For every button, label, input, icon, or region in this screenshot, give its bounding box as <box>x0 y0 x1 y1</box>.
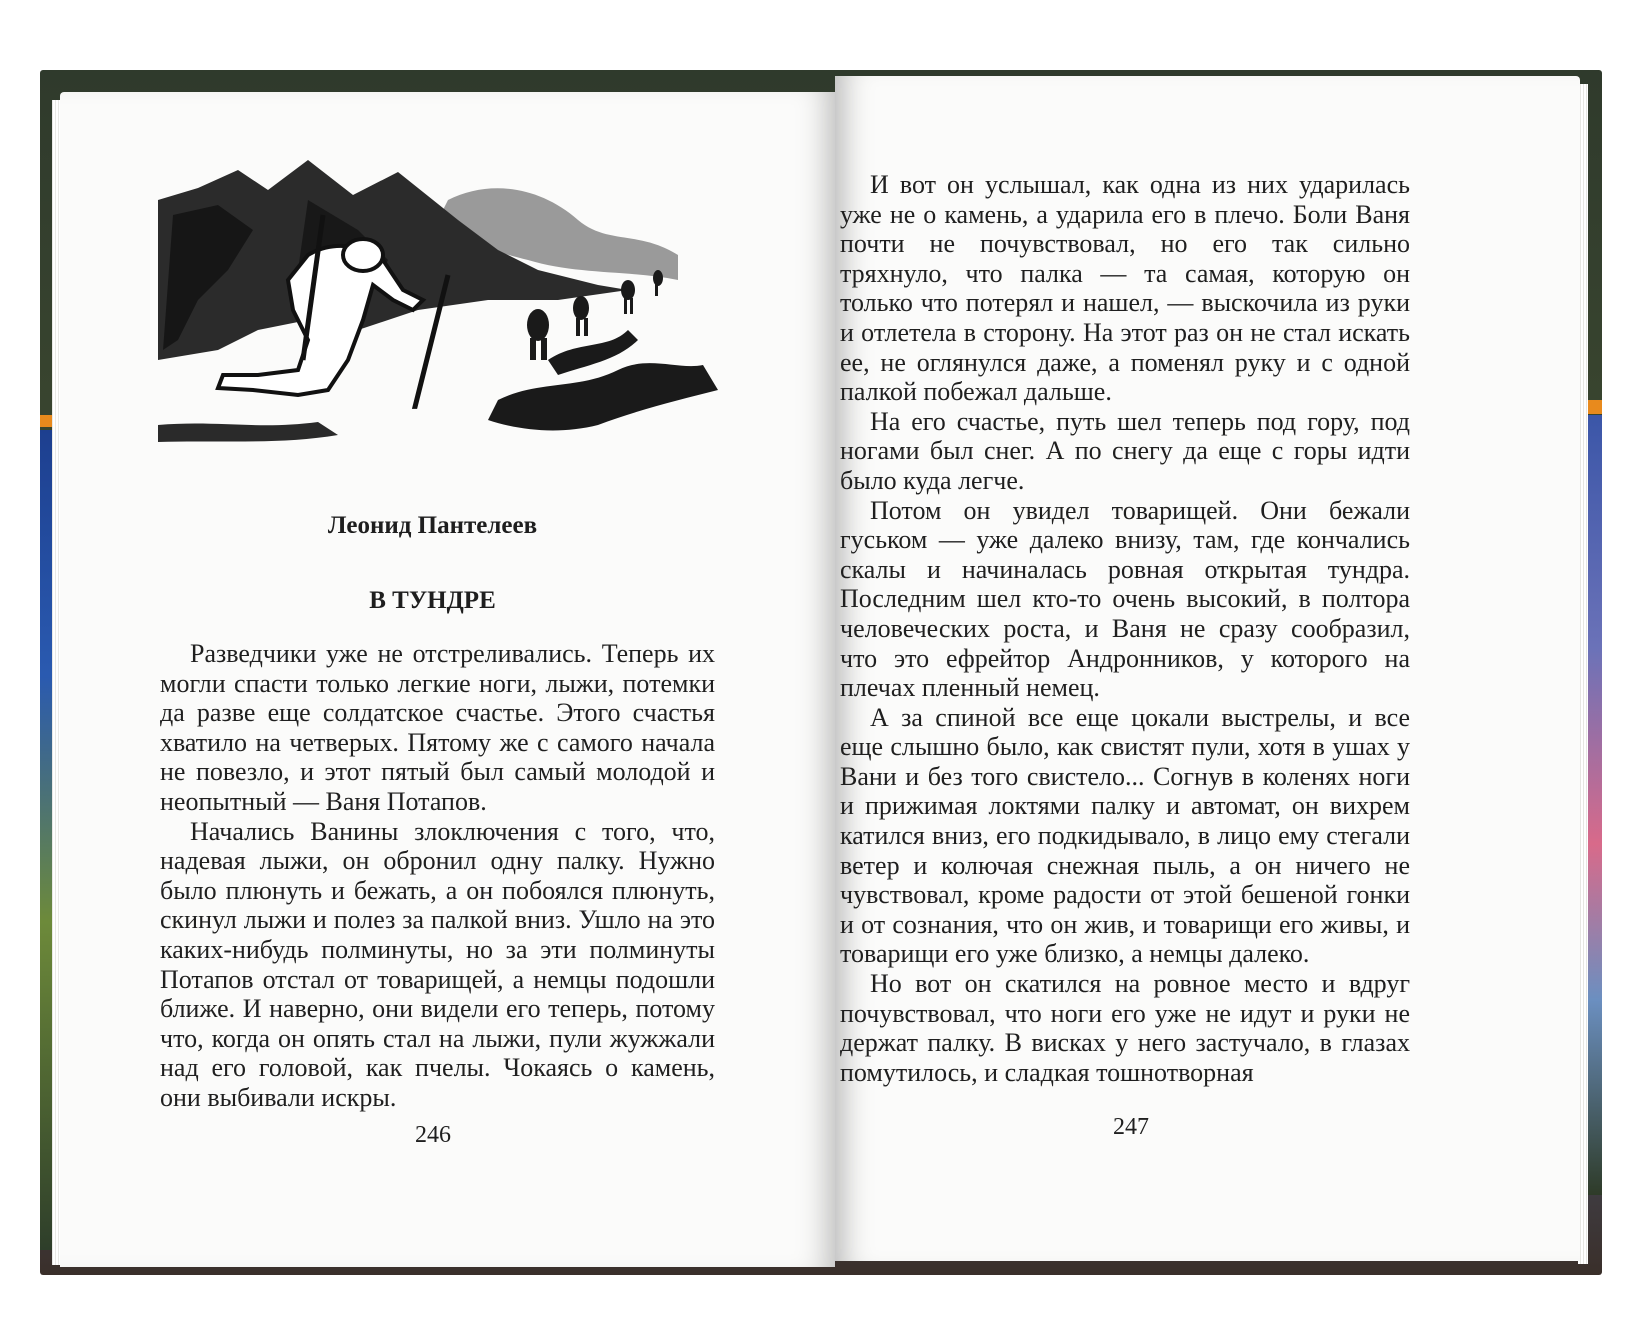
mountain-skier-illustration <box>158 160 723 465</box>
paragraph: Потом он увидел товарищей. Они бежали гуськом — уже далеко внизу, там, где кончались скалы и начиналась ровная открытая тундра. Последним шел кто-то очень высокий, в полтора человеческих роста, и Ваня не сразу сообразил, что это ефрейтор Андронников, у которого на плечах пленный немец. <box>840 495 1410 703</box>
left-page <box>60 92 835 1267</box>
paragraph: И вот он услышал, как одна из них ударилась уже не о камень, а ударила его в плечо. Боли Ваня почти не почувствовал, но его так сильно тряхнуло, что палка — та самая, которую он только что потерял и нашел, — выскочила из руки и отлетела в сторону. На этот раз он не стал искать ее, не оглянулся даже, а поменял руку и с одной палкой побежал дальше. <box>840 170 1410 407</box>
paragraph: На его счастье, путь шел теперь под гору, под ногами был снег. А по снегу да еще с горы идти было куда легче. <box>840 406 1410 495</box>
paragraph: Начались Ванины злоключения с того, что, надевая лыжи, он обронил одну палку. Нужно было плюнуть и бежать, а он побоялся плюнуть, скинул лыжи и полез за палкой вниз. Ушло на это каких-нибудь полминуты, но за эти полминуты Потапов отстал от товарищей, а немцы подошли ближе. И наверно, они видели его теперь, потому что, когда он опять стал на лыжи, пули жужжали над его головой, как пчелы. Чокаясь о камень, они выбивали искры. <box>160 816 715 1112</box>
right-page <box>835 76 1580 1261</box>
paragraph: Но вот он скатился на ровное место и вдруг почувствовал, что ноги его уже не идут и руки не держат палку. В висках у него застучало, в глазах помутилось, и сладкая тошнотворная <box>840 969 1410 1087</box>
right-page-text <box>840 170 1410 1087</box>
page-number: 246 <box>415 1122 451 1148</box>
paragraph: А за спиной все еще цокали выстрелы, и все еще слышно было, как свистят пули, хотя в ушах у Вани и без того свистело... Согнув в коленях ноги и прижимая локтями палку и автомат, он вихрем катился вниз, его подкидывало, в лицо ему стегали ветер и колючая снежная пыль, а он ничего не чувствовал, кроме радости от этой бешеной гонки и от сознания, что он жив, и товарищи его живы, и товарищи его уже близко, а немцы далеко. <box>840 702 1410 969</box>
left-page-text <box>160 639 715 1113</box>
page-number: 247 <box>1113 1114 1149 1140</box>
author-name: Леонид Пантелеев <box>327 512 538 539</box>
paragraph: Разведчики уже не отстреливались. Теперь их могли спасти только легкие ноги, лыжи, потемки да разве еще солдатское счастье. Этого счастья хватило на четверых. Пятому же с самого начала не повезло, и этот пятый был самый молодой и неопытный — Ваня Потапов. <box>160 639 715 816</box>
story-title: В ТУНДРЕ <box>369 587 496 614</box>
